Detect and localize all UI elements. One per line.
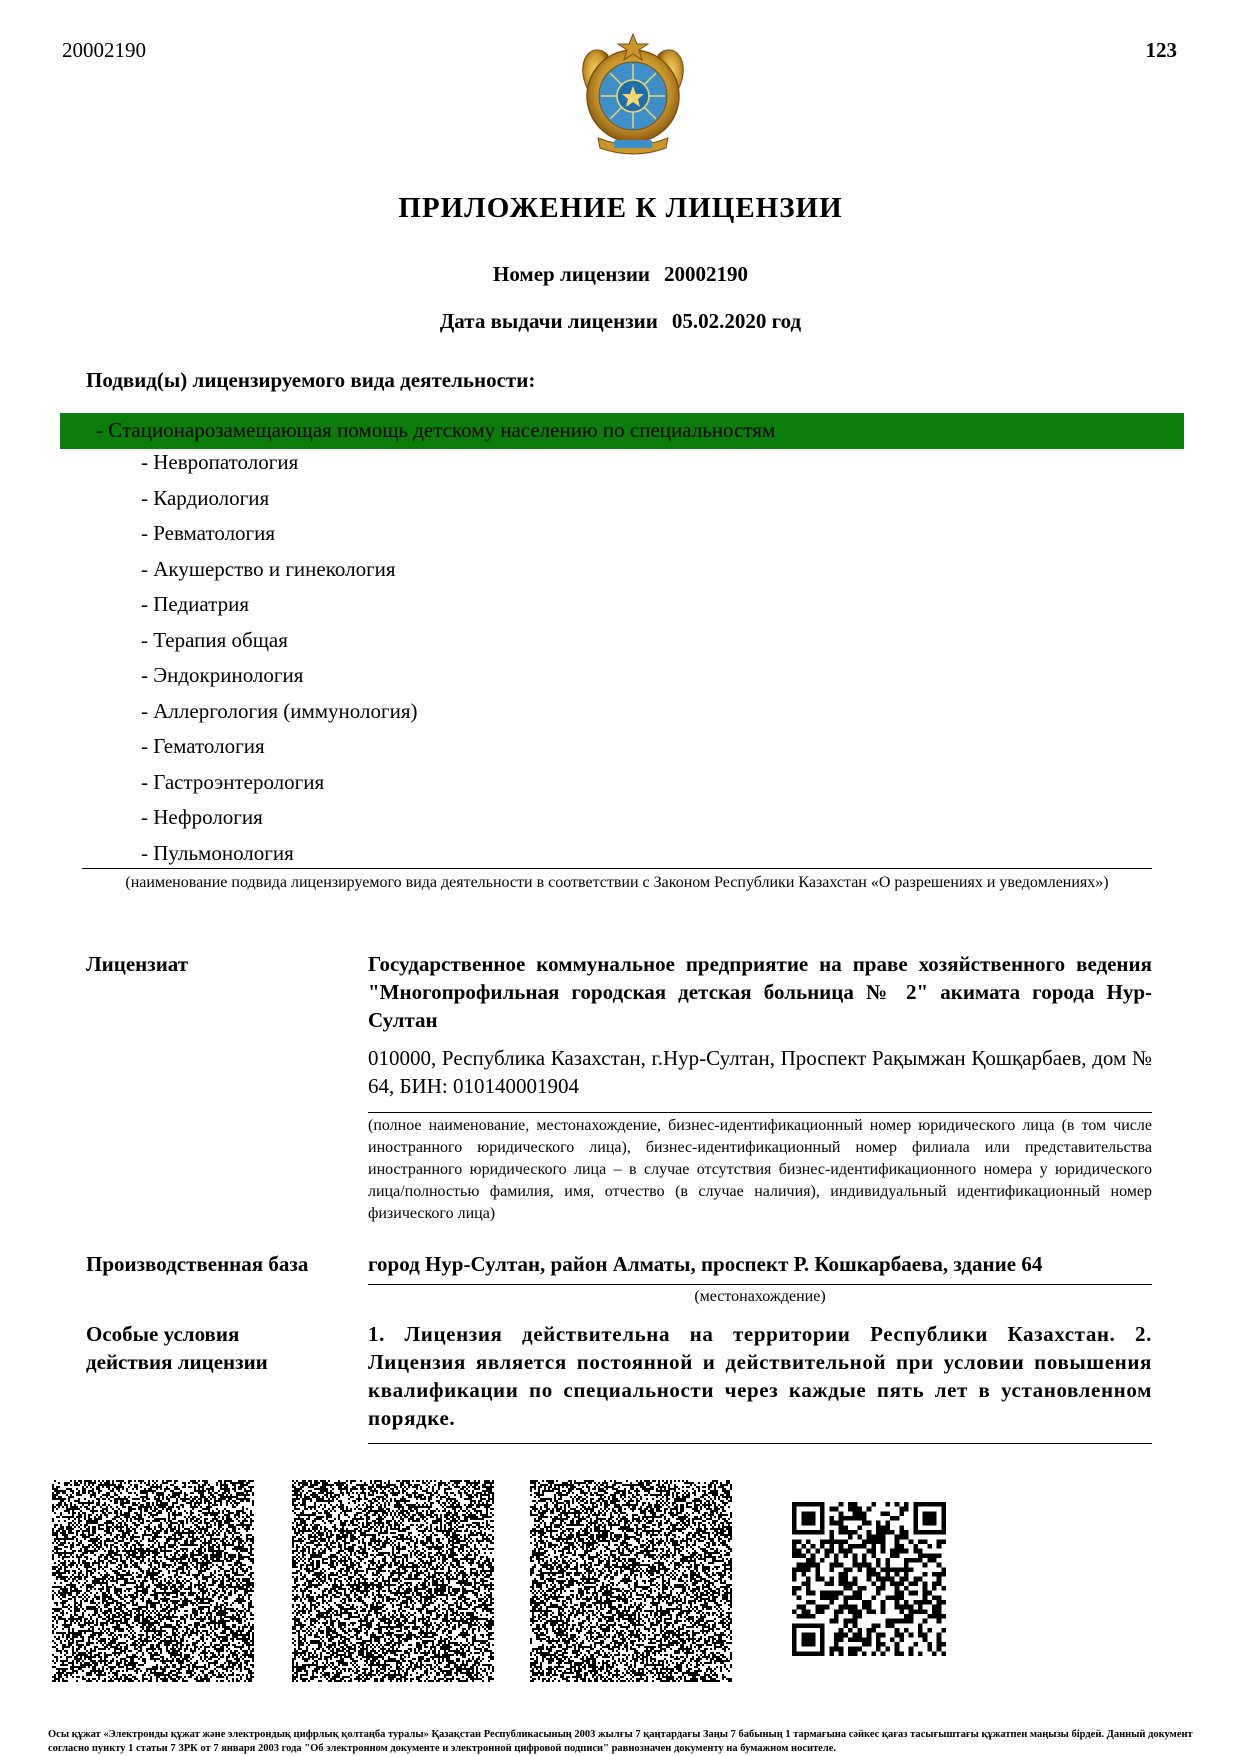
qr-finder [801,1633,815,1647]
production-base-label: Производственная база [86,1252,309,1276]
license-date-line [0,309,1241,334]
qr-code-icon [792,1502,946,1656]
list-item: - Гастроэнтерология [141,769,325,794]
list-item: - Эндокринология [141,663,304,687]
divider [368,1112,1152,1113]
list-item: - Невропатология [141,450,299,474]
license-number-value: 20002190 [664,262,749,286]
state-emblem-icon [568,30,698,162]
license-number-label: Номер лицензии [492,262,651,286]
activity-highlight [60,413,1184,449]
list-item: - Нефрология [141,805,263,829]
list-item: - Педиатрия [141,592,249,616]
qr-modules [292,1480,494,1682]
list-item: - Пульмонология [141,840,294,865]
list-item: - Ревматология [141,521,276,545]
production-base-note: (местонахождение) [694,1288,826,1305]
subtypes-note: (наименование подвида лицензируемого вида деятельности в соответствии с Законом Республики Казахстан «О разрешениях и уведомлениях») [125,874,1109,891]
license-date-label: Дата выдачи лицензии [439,309,658,333]
qr-finder [801,1511,815,1525]
list-item: - Акушерство и гинекология [141,556,396,581]
divider [368,1443,1152,1444]
list-item: - Кардиология [141,485,270,510]
list-item: - Аллергология (иммунология) [141,698,418,723]
licensee-address: 010000, Республика Казахстан, г.Нур-Султан, Проспект Рақымжан Қошқарбаев, дом № 64, БИН: 010140001904 [368,1046,1152,1098]
qr-modules [530,1480,732,1682]
qr-modules [52,1480,254,1682]
subtypes-heading: Подвид(ы) лицензируемого вида деятельности: [86,368,536,392]
specialty-list [141,445,418,871]
qr-finder [923,1511,937,1525]
footer-kazakh: Осы құжат «Электронды құжат және электрондық цифрлық қолтаңба туралы» Қазақстан Республикасының 2003 жылғы 7 қаңтардағы Заңы 7 бабының 1 тармағына сәйкес қағаз тасығыштағы құжатпен маңызы бірдей. [48,1729,1105,1740]
licensee-note: (полное наименование, местонахождение, бизнес-идентификационный номер юридического лица (в том числе иностранного юридического лица), бизнес-идентификационный номер филиала или представительства иностранного юридического лица – в случае отсутствия бизнес-идентификационного номера у юридического лица/полностью фамилия, имя, отчество (в случае наличия), индивидуальный идентификационный номер физического лица) [368,1117,1152,1222]
qr-code-icon [292,1480,494,1682]
license-date-value: 05.02.2020 год [671,309,802,333]
activity-highlight-text: - Стационарозамещающая помощь детскому населению по специальностям [96,418,776,442]
production-base-value: город Нур-Султан, район Алматы, проспект Р. Кошкарбаева, здание 64 [368,1252,1043,1276]
page-title: ПРИЛОЖЕНИЕ К ЛИЦЕНЗИИ [398,192,843,224]
document-number: 20002190 [62,38,146,62]
legal-footer [48,1728,1198,1756]
licensee-name: Государственное коммунальное предприятие на праве хозяйственного ведения "Многопрофильная городская детская больница № 2" акимата города Нур-Султан [368,952,1152,1032]
qr-code-icon [530,1480,732,1682]
divider [368,1284,1152,1285]
page-number: 123 [1145,38,1177,62]
list-item: - Гематология [141,734,265,758]
special-conditions-value: 1. Лицензия действительна на территории Республики Казахстан. 2. Лицензия является постоянной и действительной при условии повышения квалификации по специальности через каждые пять лет в установленном порядке. [368,1322,1152,1430]
licensee-label: Лицензиат [86,952,189,976]
divider [82,868,1152,869]
list-item: - Терапия общая [141,627,288,652]
qr-code-icon [52,1480,254,1682]
license-number-line [0,262,1241,287]
special-conditions-label: Особые условия действия лицензии [86,1322,268,1374]
footer-russian: Данный документ согласно пункту 1 статьи 7 ЗРК от 7 января 2003 года "Об электронном документе и электронной цифровой подписи" равнозначен документу на бумажном носителе. [48,1729,1193,1754]
